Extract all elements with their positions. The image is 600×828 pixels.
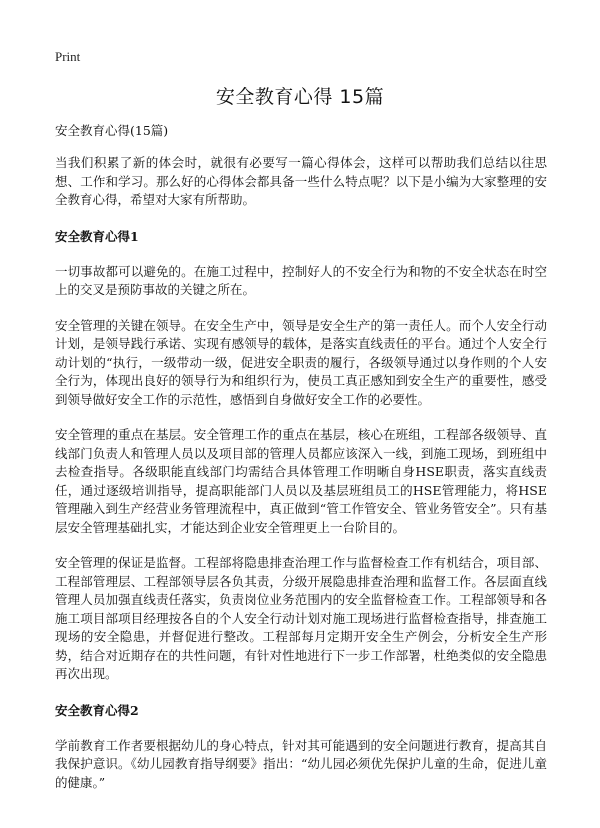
section-paragraph: 安全管理的保证是监督。工程部将隐患排查治理工作与监督检查工作有机结合，项目部、工程部管理层、工程部领导层各负其责，分级开展隐患排查治理和监督工作。各层面直线管理人员加强直线责任落实，负责岗位业务范围内的安全监督检查工作。工程部领导和各施工项目部项目经理按各自的个人安全行动计划对施工现场进行监督检查指导，排查施工现场的安全隐患，并督促进行整改。工程部每月定期开安全生产例会，分析安全生产形势，结合对近期存在的共性问题，有针对性地进行下一步工作部署，杜绝类似的安全隐患再次出现。 [55,555,547,681]
section-1 [55,227,547,684]
section-heading: 安全教育心得1 [55,228,139,244]
article-subtitle: 安全教育心得(15篇) [55,123,169,138]
print-link[interactable]: Print [55,49,81,64]
section-paragraph: 安全管理的关键在领导。在安全生产中，领导是安全生产的第一责任人。而个人安全行动计划，是领导践行承诺、实现有感领导的载体，是落实直线责任的平台。通过个人安全行动计划的“执行，一级带动一级，促进安全职责的履行，各级领导通过以身作则的个人安全行为，体现出良好的领导行为和组织行为，使员工真正感知到安全生产的重要性，感受到领导做好安全工作的示范性，感悟到自身做好安全工作的必要性。 [55,317,547,407]
article-body [55,121,547,809]
intro-paragraph: 当我们积累了新的体会时，就很有必要写一篇心得体会，这样可以帮助我们总结以往思想、工作和学习。那么好的心得体会都具备一些什么特点呢？以下是小编为大家整理的安全教育心得，希望对大家有所帮助。 [55,155,547,207]
section-paragraph: 安全管理的重点在基层。安全管理工作的重点在基层，核心在班组，工程部各级领导、直线部门负责人和管理人员以及项目部的管理人员都应该深入一线，到施工现场，到班组中去检查指导。各级职能直线部门均需结合具体管理工作明晰自身HSE职责，落实直线责任，通过逐级培训指导，提高职能部门人员以及基层班组员工的HSE管理能力，将HSE管理融入到生产经营业务管理流程中，真正做到“管工作管安全、管业务管安全”。只有基层安全管理基础扎实，才能达到企业安全管理更上一台阶目的。 [55,427,547,535]
section-paragraph: 一切事故都可以避免的。在施工过程中，控制好人的不安全行为和物的不安全状态在时空上的交叉是预防事故的关键之所在。 [55,263,547,297]
section-2 [55,701,547,793]
section-paragraph: 学前教育工作者要根据幼儿的身心特点，针对其可能遇到的安全问题进行教育，提高其自我保护意识。《幼儿园教育指导纲要》指出：“幼儿园必须优先保护儿童的生命，促进儿童的健康。” [55,737,547,790]
page-title: 安全教育心得 15篇 [215,86,385,108]
section-heading: 安全教育心得2 [55,702,139,718]
